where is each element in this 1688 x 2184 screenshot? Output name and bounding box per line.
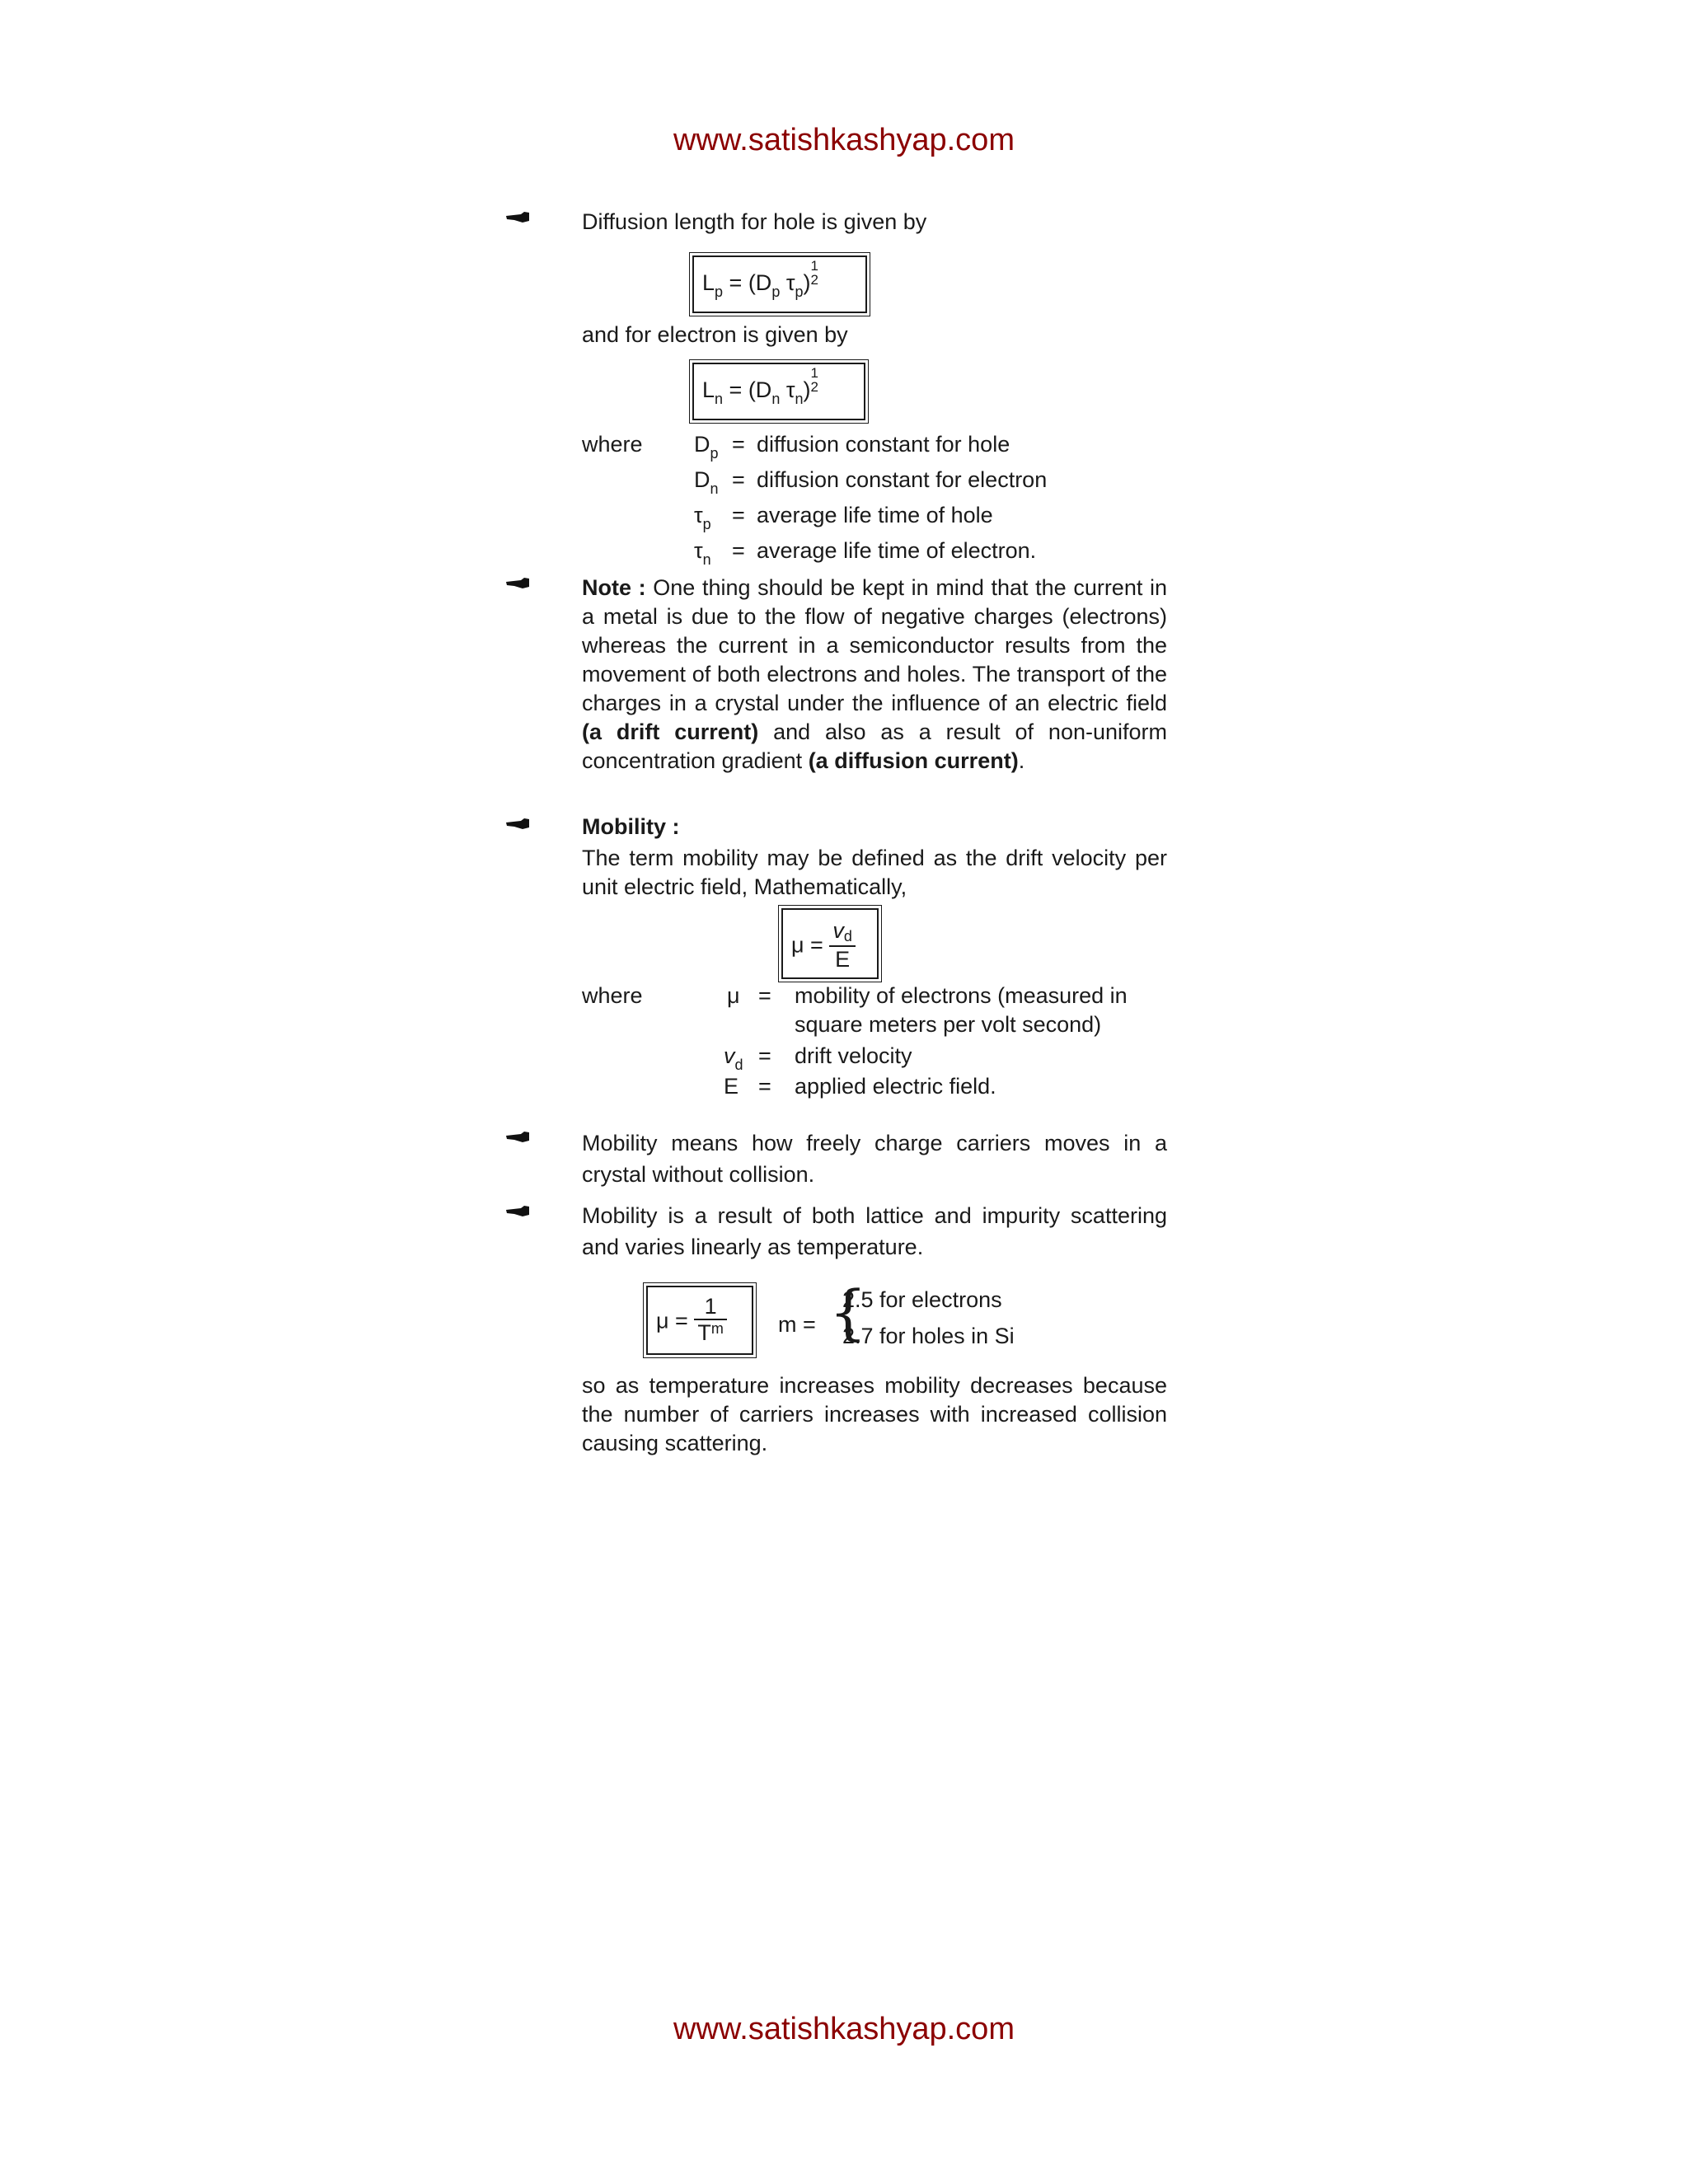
- def-equals: =: [732, 503, 745, 527]
- mobility-definition: The term mobility may be defined as the drift velocity per unit electric field, Mathematically,: [582, 846, 1167, 899]
- def-row: $\tau_p$: [694, 503, 711, 532]
- mobility-heading: Mobility :: [582, 814, 680, 839]
- def-desc: applied electric field.: [795, 1074, 996, 1099]
- electron-diffusion-length-equation: $L_n = (D_n$ $\tau_n$) 1 2: [692, 363, 865, 420]
- def-desc: diffusion constant for hole: [757, 432, 1010, 457]
- def-row: $D_n$: [694, 467, 719, 497]
- def-equals: =: [758, 983, 771, 1008]
- exponent-label: m =: [778, 1312, 816, 1337]
- def-desc: drift velocity: [795, 1043, 912, 1068]
- where-label: where: [582, 983, 643, 1008]
- def-desc: diffusion constant for electron: [757, 467, 1048, 492]
- def-desc: average life time of hole: [757, 503, 993, 527]
- hand-pointer-icon: [504, 577, 531, 590]
- def-desc: mobility of electrons (measured in square meters per volt second): [795, 983, 1128, 1037]
- hand-pointer-icon: [504, 1205, 531, 1218]
- def-row: $D_p$: [694, 432, 719, 462]
- mobility-equation: μ = $\frac{vd}{E}$: [781, 908, 879, 979]
- mobility-scattering-point: Mobility is a result of both lattice and impurity scattering and varies linearly as temperature.: [582, 1203, 1167, 1259]
- hole-diffusion-length-equation: $L_p = (D_p$ $\tau_p$) 1 2: [692, 255, 867, 313]
- def-equals: =: [758, 1074, 771, 1099]
- def-symbol: $v_d$: [724, 1043, 743, 1073]
- hand-pointer-icon: [504, 211, 531, 224]
- hand-pointer-icon: [504, 1131, 531, 1144]
- conclusion-paragraph: so as temperature increases mobility decreases because the number of carriers increases with increased collision causing scattering.: [582, 1373, 1167, 1455]
- footer-site-link[interactable]: www.satishkashyap.com: [673, 2012, 1015, 2046]
- electron-intro: and for electron is given by: [582, 322, 848, 347]
- mobility-freedom-point: Mobility means how freely charge carriers moves in a crystal without collision.: [582, 1131, 1167, 1187]
- def-desc: average life time of electron.: [757, 538, 1037, 563]
- exponent-case-holes: 2.7 for holes in Si: [842, 1324, 1015, 1348]
- def-symbol: E: [724, 1074, 739, 1099]
- def-equals: =: [732, 432, 745, 457]
- temperature-mobility-equation: μ = $\frac{1}{T^m}$: [646, 1286, 753, 1355]
- exponent-case-electrons: 2.5 for electrons: [842, 1287, 1002, 1312]
- def-equals: =: [732, 467, 745, 492]
- header-site-link[interactable]: www.satishkashyap.com: [673, 123, 1015, 157]
- def-symbol: μ: [727, 983, 740, 1008]
- diffusion-intro: Diffusion length for hole is given by: [582, 209, 927, 234]
- def-row: $\tau_n$: [694, 538, 711, 568]
- def-equals: =: [758, 1043, 771, 1068]
- left-brace: {: [829, 1277, 867, 1347]
- def-equals: =: [732, 538, 745, 563]
- where-label: where: [582, 432, 643, 457]
- hand-pointer-icon: [504, 818, 531, 831]
- note-paragraph: Note : One thing should be kept in mind that the current in a metal is due to the flow of negative charges (electrons) whereas the current in a semiconductor results from the movement of both electrons and holes. The transport of the charges in a crystal under the influence of an electric field (a drift current) and also as a result of non-uniform concentration gradient (a diffusion current).: [582, 575, 1167, 773]
